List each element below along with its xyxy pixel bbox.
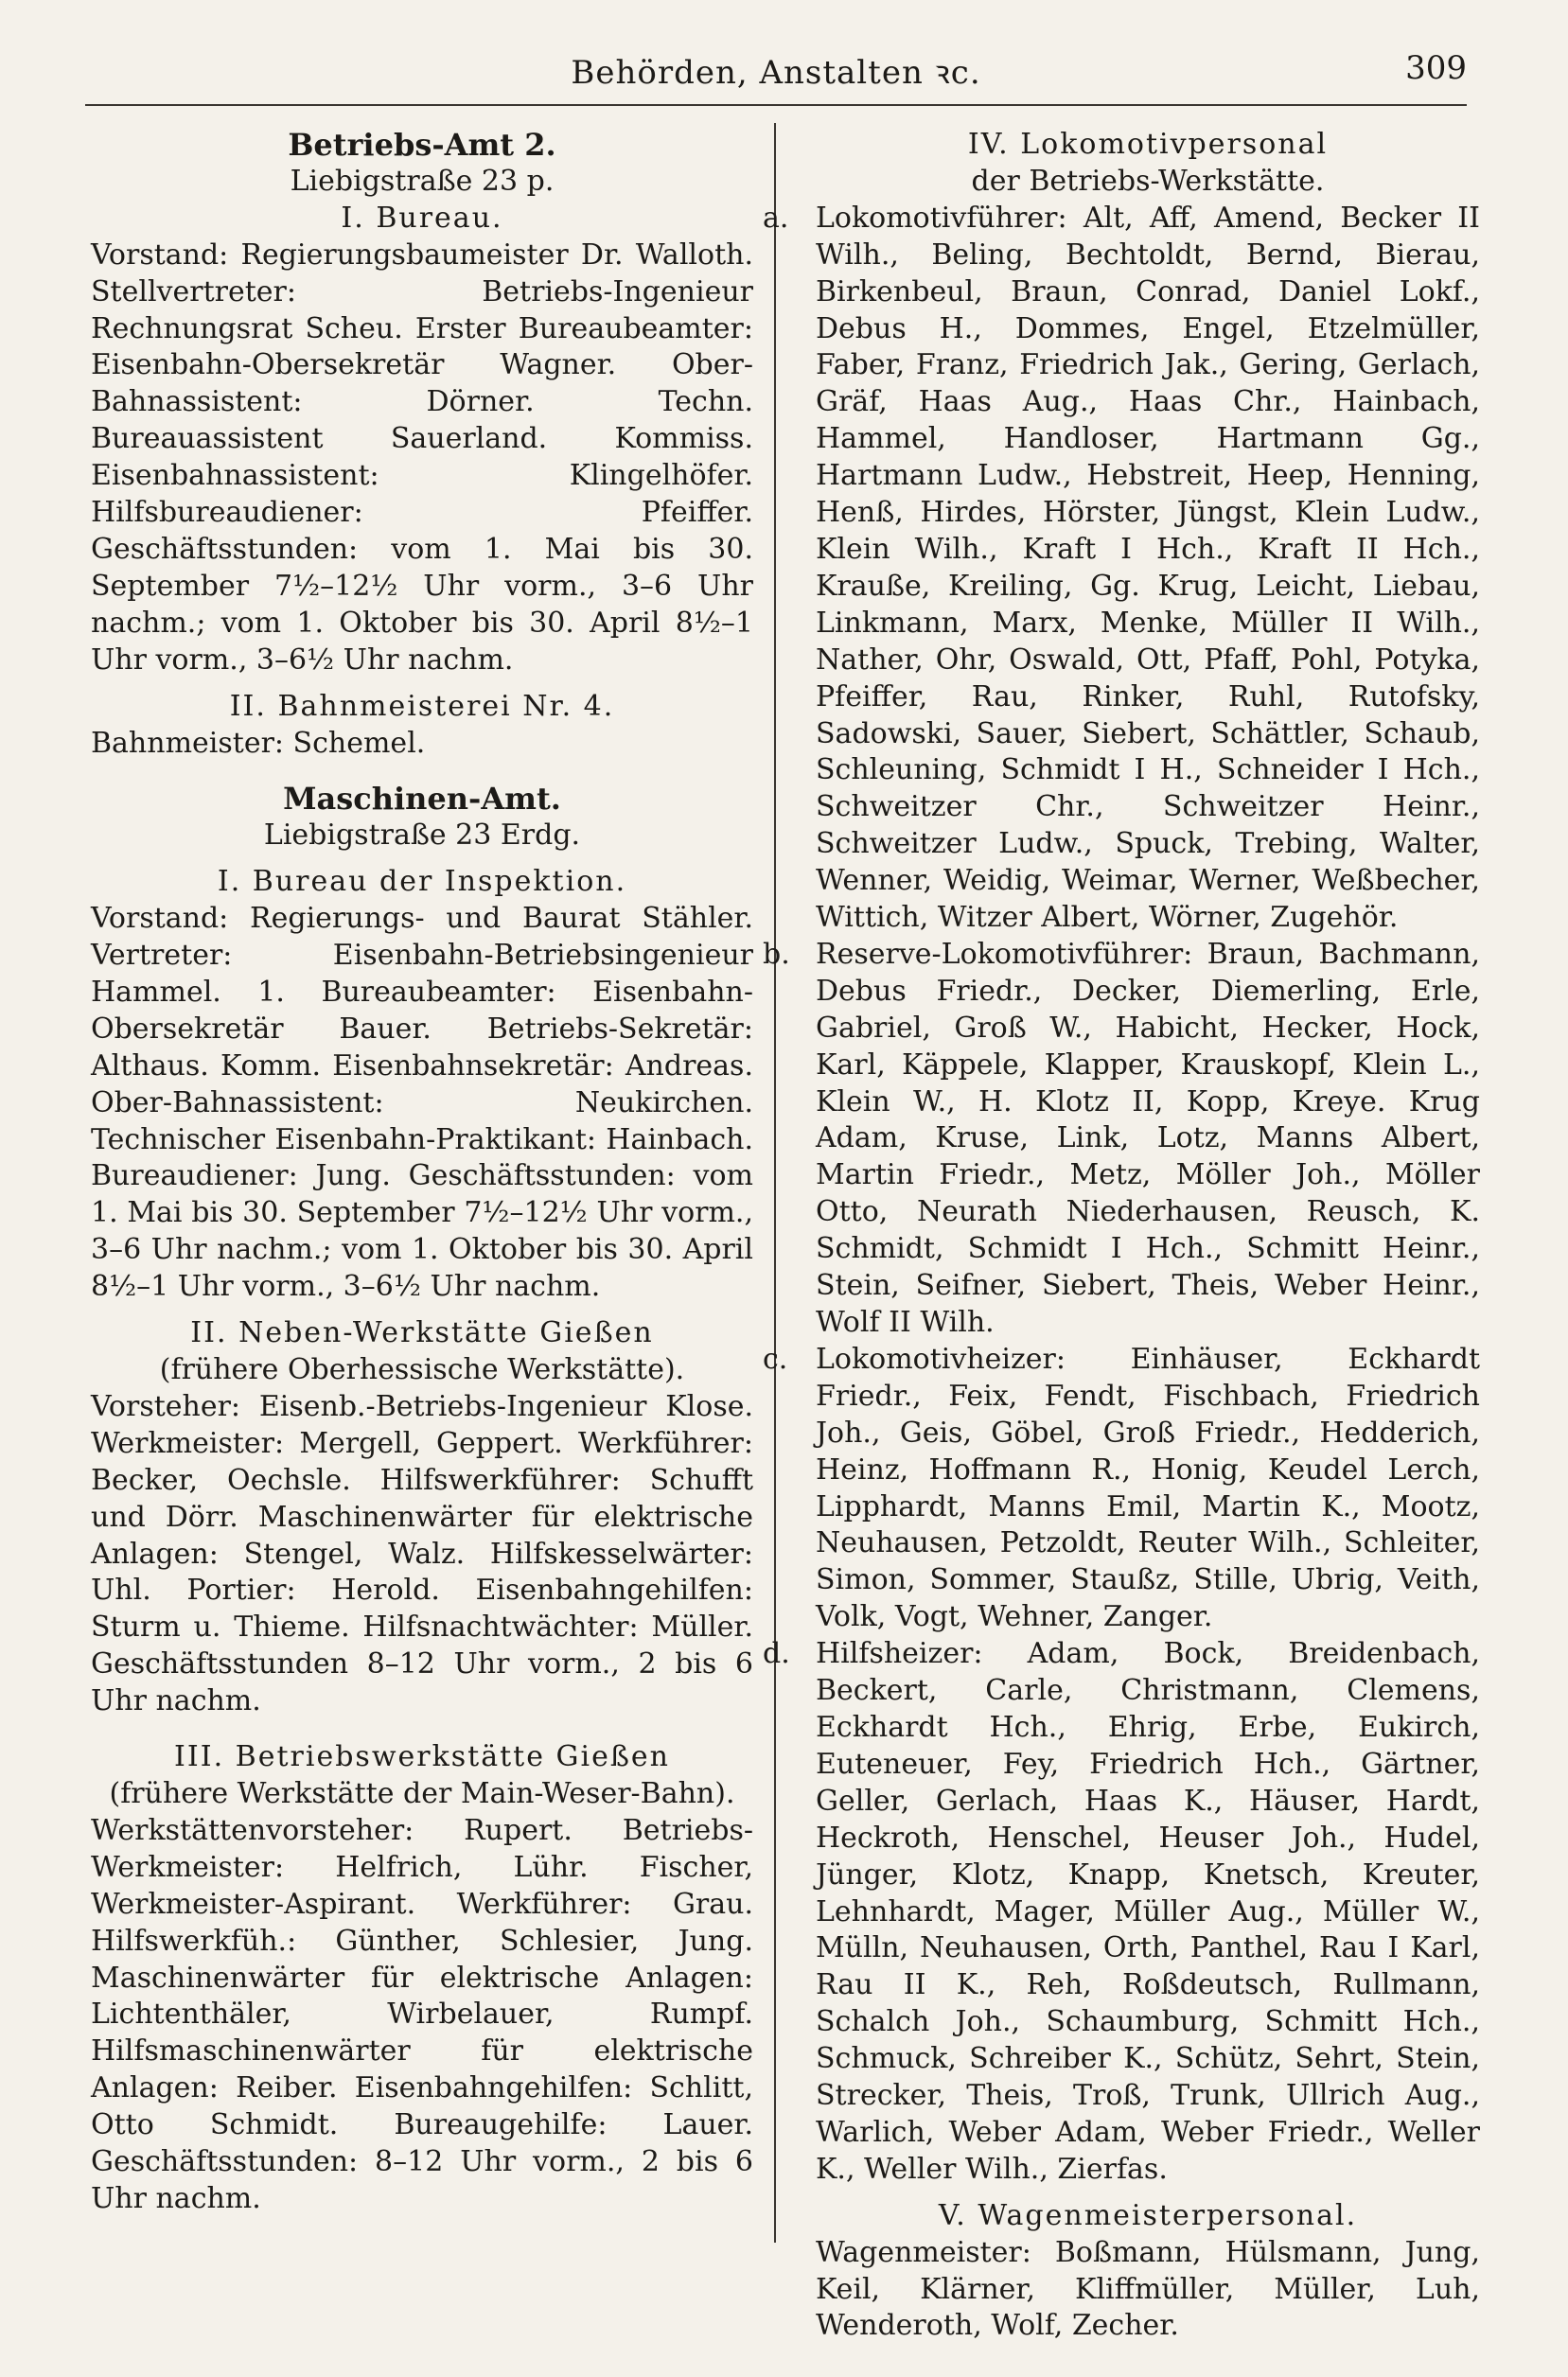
right-column [763,117,1480,2345]
maschinenamt-title: Maschinen-Amt. [283,781,561,818]
list-item [763,1342,1480,1636]
nebenwerkstaette-subheading: (frühere Oberhessische Werkstätte). [159,1353,685,1386]
betriebswerkstaette-text: Werkstättenvorsteher: Rupert. Betriebs-Werkmeister: Helfrich, Lühr. Fischer, Werkmeister-Aspirant. Werkführer: Grau. Hilfswerkfüh.: Günther, Schlesier, Jung. Maschinenwärter für elektrische Anlagen: Lichtenthäler, Wirbelauer, Rumpf. Hilfsmaschinenwärter für elektrische Anlagen: Reiber. Eisenbahngehilfen: Schlitt, Otto Schmidt. Bureaugehilfe: Lauer. Geschäftsstunden: 8–12 Uhr vorm., 2 bis 6 Uhr nachm. [91,1813,753,2215]
running-head: Behörden, Anstalten ꝛc. [571,54,981,92]
lokomotiv-subheading: der Betriebs-Werkstätte. [971,164,1325,198]
list-item [763,201,1480,937]
nebenwerkstaette-text: Vorsteher: Eisenb.-Betriebs-Ingenieur Klose. Werkmeister: Mergell, Geppert. Werkführer: Becker, Oechsle. Hilfswerkführer: Schufft und Dörr. Maschinenwärter für elektrische Anlagen: Stengel, Walz. Hilfskesselwärter: Uhl. Portier: Herold. Eisenbahngehilfen: Sturm u. Thieme. Hilfsnachtwächter: Müller. Geschäftsstunden 8–12 Uhr vorm., 2 bis 6 Uhr nachm. [91,1389,753,1718]
left-column [91,117,753,2218]
bureau-text: Vorstand: Regierungsbaumeister Dr. Walloth. Stellvertreter: Betriebs-Ingenieur Rechnungsrat Scheu. Erster Bureaubeamter: Eisenbahn-Obersekretär Wagner. Ober-Bahnassistent: Dörner. Techn. Bureauassistent Sauerland. Kommiss. Eisenbahnassistent: Klingelhöfer. Hilfsbureaudiener: Pfeiffer. Geschäftsstunden: vom 1. Mai bis 30. September 7½–12½ Uhr vorm., 3–6 Uhr nachm.; vom 1. Oktober bis 30. April 8½–1 Uhr vorm., 3–6½ Uhr nachm. [91,238,753,677]
header-rule [85,104,1467,106]
list-marker: b. [763,937,790,971]
inspektion-heading: I. Bureau der Inspektion. [217,865,627,899]
page-header [85,49,1467,97]
lokomotiv-heading: IV. Lokomotivpersonal [967,128,1329,161]
list-item-text: Hilfsheizer: Adam, Bock, Breidenbach, Beckert, Carle, Christmann, Clemens, Eckhardt Hch., Ehrig, Erbe, Eukirch, Euteneuer, Fey, Friedrich Hch., Gärtner, Geller, Gerlach, Haas K., Häuser, Hardt, Heckroth, Henschel, Heuser Joh., Hudel, Jünger, Klotz, Knapp, Knetsch, Kreuter, Lehnhardt, Mager, Müller Aug., Müller W., Mülln, Neuhausen, Orth, Panthel, Rau I Karl, Rau II K., Reh, Roßdeutsch, Rullmann, Schalch Joh., Schaumburg, Schmitt Hch., Schmuck, Schreiber K., Schütz, Sehrt, Stein, Strecker, Theis, Troß, Trunk, Ullrich Aug., Warlich, Weber Adam, Weber Friedr., Weller K., Weller Wilh., Zierfas. [816,1637,1480,2186]
betriebswerkstaette-subheading: (frühere Werkstätte der Main-Weser-Bahn). [109,1776,735,1810]
betriebsamt-section [91,127,753,762]
betriebsamt-address: Liebigstraße 23 p. [290,164,555,198]
list-marker: a. [763,201,789,235]
bahnmeisterei-heading: II. Bahnmeisterei Nr. 4. [229,689,615,723]
nebenwerkstaette-heading: II. Neben-Werkstätte Gießen [190,1316,654,1350]
betriebswerkstaette-heading: III. Betriebswerkstätte Gießen [174,1740,670,1774]
bahnmeisterei-text: Bahnmeister: Schemel. [91,726,426,760]
list-item-text: Reserve-Lokomotivführer: Braun, Bachmann, Debus Friedr., Decker, Diemerling, Erle, Gabriel, Groß W., Habicht, Hecker, Hock, Karl, Käppele, Klapper, Krauskopf, Klein L., Klein W., H. Klotz II, Kopp, Kreye. Krug Adam, Kruse, Link, Lotz, Manns Albert, Martin Friedr., Metz, Möller Joh., Möller Otto, Neurath Niederhausen, Reusch, K. Schmidt, Schmidt I Hch., Schmitt Heinr., Stein, Seifner, Siebert, Theis, Weber Heinr., Wolf II Wilh. [816,937,1480,1339]
wagenmeister-text: Wagenmeister: Boßmann, Hülsmann, Jung, Keil, Klärner, Kliffmüller, Müller, Luh, Wenderoth, Wolf, Zecher. [816,2235,1480,2343]
maschinenamt-section [91,781,753,2217]
wagenmeister-heading: V. Wagenmeisterpersonal. [938,2198,1358,2232]
list-item [763,937,1480,1342]
maschinenamt-address: Liebigstraße 23 Erdg. [263,819,581,853]
inspektion-text: Vorstand: Regierungs- und Baurat Stähler. Vertreter: Eisenbahn-Betriebsingenieur Hammel. 1. Bureaubeamter: Eisenbahn-Obersekretär Bauer. Betriebs-Sekretär: Althaus. Komm. Eisenbahnsekretär: Andreas. Ober-Bahnassistent: Neukirchen. Technischer Eisenbahn-Praktikant: Hainbach. Bureaudiener: Jung. Geschäftsstunden: vom 1. Mai bis 30. September 7½–12½ Uhr vorm., 3–6 Uhr nachm.; vom 1. Oktober bis 30. April 8½–1 Uhr vorm., 3–6½ Uhr nachm. [91,902,753,1304]
page-number: 309 [1405,49,1467,87]
column-divider [774,123,776,2243]
bureau-heading: I. Bureau. [341,201,503,235]
list-marker: c. [763,1342,788,1376]
list-item-text: Lokomotivführer: Alt, Aff, Amend, Becker II Wilh., Beling, Bechtoldt, Bernd, Bierau, Birkenbeul, Braun, Conrad, Daniel Lokf., Debus H., Dommes, Engel, Etzelmüller, Faber, Franz, Friedrich Jak., Gering, Gerlach, Gräf, Haas Aug., Haas Chr., Hainbach, Hammel, Handloser, Hartmann Gg., Hartmann Ludw., Hebstreit, Heep, Henning, Henß, Hirdes, Hörster, Jüngst, Klein Ludw., Klein Wilh., Kraft I Hch., Kraft II Hch., Krauße, Kreiling, Gg. Krug, Leicht, Liebau, Linkmann, Marx, Menke, Müller II Wilh., Nather, Ohr, Oswald, Ott, Pfaff, Pohl, Potyka, Pfeiffer, Rau, Rinker, Ruhl, Rutofsky, Sadowski, Sauer, Siebert, Schättler, Schaub, Schleuning, Schmidt I H., Schneider I Hch., Schweitzer Chr., Schweitzer Heinr., Schweitzer Ludw., Spuck, Trebing, Walter, Wenner, Weidig, Weimar, Werner, Weßbecher, Wittich, Witzer Albert, Wörner, Zugehör. [816,201,1480,935]
list-marker: d. [763,1637,790,1671]
list-item [763,1636,1480,2189]
list-item-text: Lokomotivheizer: Einhäuser, Eckhardt Friedr., Feix, Fendt, Fischbach, Friedrich Joh., Geis, Göbel, Groß Friedr., Hedderich, Heinz, Hoffmann R., Honig, Keudel Lerch, Lipphardt, Manns Emil, Martin K., Mootz, Neuhausen, Petzoldt, Reuter Wilh., Schleiter, Simon, Sommer, Staußz, Stille, Ubrig, Veith, Volk, Vogt, Wehner, Zanger. [816,1342,1480,1634]
betriebsamt-title: Betriebs-Amt 2. [288,127,556,163]
